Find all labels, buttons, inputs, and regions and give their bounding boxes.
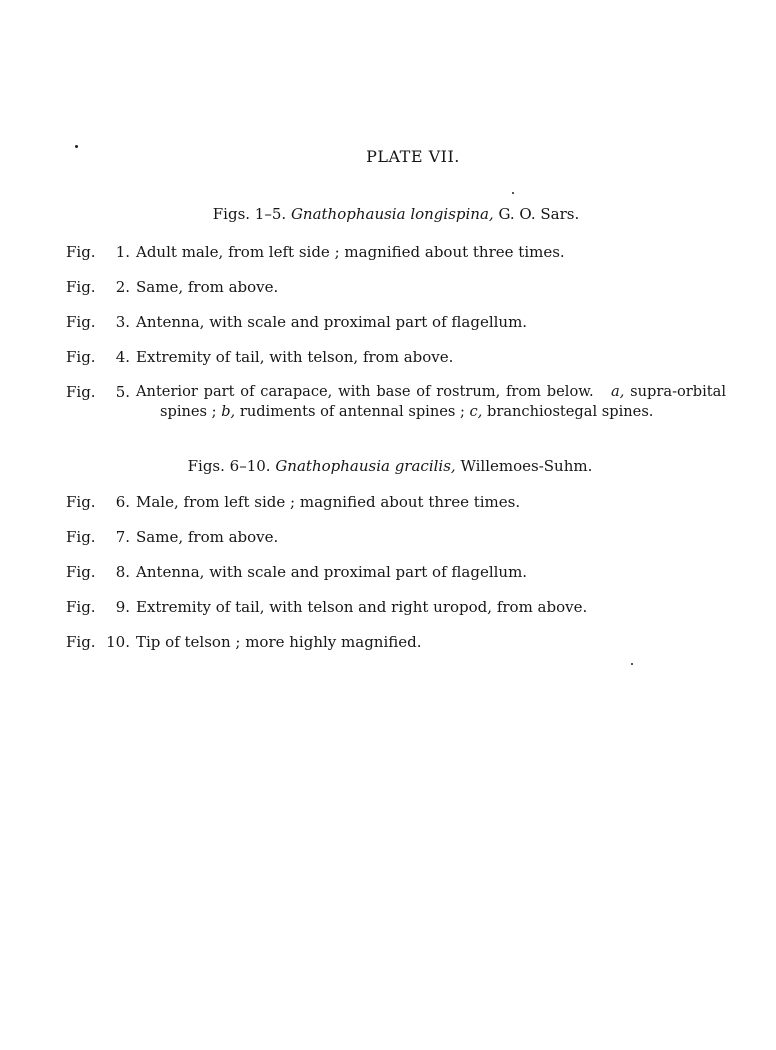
fig-description: Extremity of tail, with telson and right uropod, from above.	[136, 598, 588, 616]
label-b: b,	[221, 403, 236, 420]
figure-list-gracilis	[66, 492, 726, 667]
label-a: a,	[611, 383, 625, 400]
fig-number: 6.	[115, 493, 130, 511]
fig-number: 10.	[106, 633, 130, 651]
fig-label: Fig.	[66, 563, 96, 581]
species-author: G. O. Sars.	[493, 205, 580, 223]
fig-description-text: supra-orbital	[624, 383, 727, 400]
fig-description-text: spines ;	[160, 403, 222, 420]
plate-title: PLATE VII.	[366, 147, 460, 166]
fig-number: 5.	[115, 383, 130, 401]
print-speck	[512, 192, 514, 194]
fig-number: 7.	[115, 528, 130, 546]
section-heading-gracilis	[0, 457, 776, 475]
fig-description-line	[136, 382, 726, 402]
figure-caption	[66, 347, 726, 367]
figure-caption	[66, 527, 726, 547]
fig-number: 8.	[115, 563, 130, 581]
fig-description: Antenna, with scale and proximal part of flagellum.	[136, 563, 528, 581]
species-name: Gnathophausia longispina,	[290, 205, 494, 223]
fig-label: Fig.	[66, 598, 96, 616]
species-author: Willemoes-Suhm.	[455, 457, 593, 475]
fig-description: Adult male, from left side ; magnified about three times.	[136, 243, 565, 261]
fig-label: Fig.	[66, 633, 96, 651]
fig-description: Male, from left side ; magnified about three times.	[136, 493, 521, 511]
fig-description: Extremity of tail, with telson, from above.	[136, 348, 454, 366]
fig-description: Tip of telson ; more highly magnified.	[136, 633, 422, 651]
fig-label: Fig.	[66, 278, 96, 296]
fig-label: Fig.	[66, 313, 96, 331]
figure-caption	[66, 562, 726, 582]
fig-description	[130, 382, 726, 422]
species-name: Gnathophausia gracilis,	[275, 457, 456, 475]
fig-description-line	[136, 402, 726, 422]
figure-caption	[66, 492, 726, 512]
fig-label: Fig.	[66, 383, 96, 401]
figure-caption	[66, 597, 726, 617]
fig-number: 2.	[115, 278, 130, 296]
figure-list-longispina	[66, 242, 726, 422]
fig-label: Fig.	[66, 243, 96, 261]
figure-caption	[66, 382, 726, 422]
section-heading-longispina	[0, 205, 776, 223]
fig-number: 3.	[115, 313, 130, 331]
section-heading-prefix: Figs. 6–10.	[187, 457, 276, 475]
figure-caption	[66, 242, 726, 262]
figure-caption	[66, 277, 726, 297]
section-heading-prefix: Figs. 1–5.	[212, 205, 291, 223]
label-c: c,	[469, 403, 483, 420]
fig-label: Fig.	[66, 493, 96, 511]
fig-label: Fig.	[66, 348, 96, 366]
fig-number: 1.	[115, 243, 130, 261]
fig-description: Antenna, with scale and proximal part of flagellum.	[136, 313, 528, 331]
fig-description-text: Anterior part of carapace, with base of rostrum, from below.	[136, 383, 594, 400]
fig-label: Fig.	[66, 528, 96, 546]
fig-description-text: branchiostegal spines.	[482, 403, 654, 420]
figure-caption	[66, 632, 726, 652]
fig-number: 4.	[115, 348, 130, 366]
fig-number: 9.	[115, 598, 130, 616]
figure-caption	[66, 312, 726, 332]
fig-description-text: rudiments of antennal spines ;	[235, 403, 470, 420]
fig-description: Same, from above.	[136, 528, 279, 546]
fig-description: Same, from above.	[136, 278, 279, 296]
